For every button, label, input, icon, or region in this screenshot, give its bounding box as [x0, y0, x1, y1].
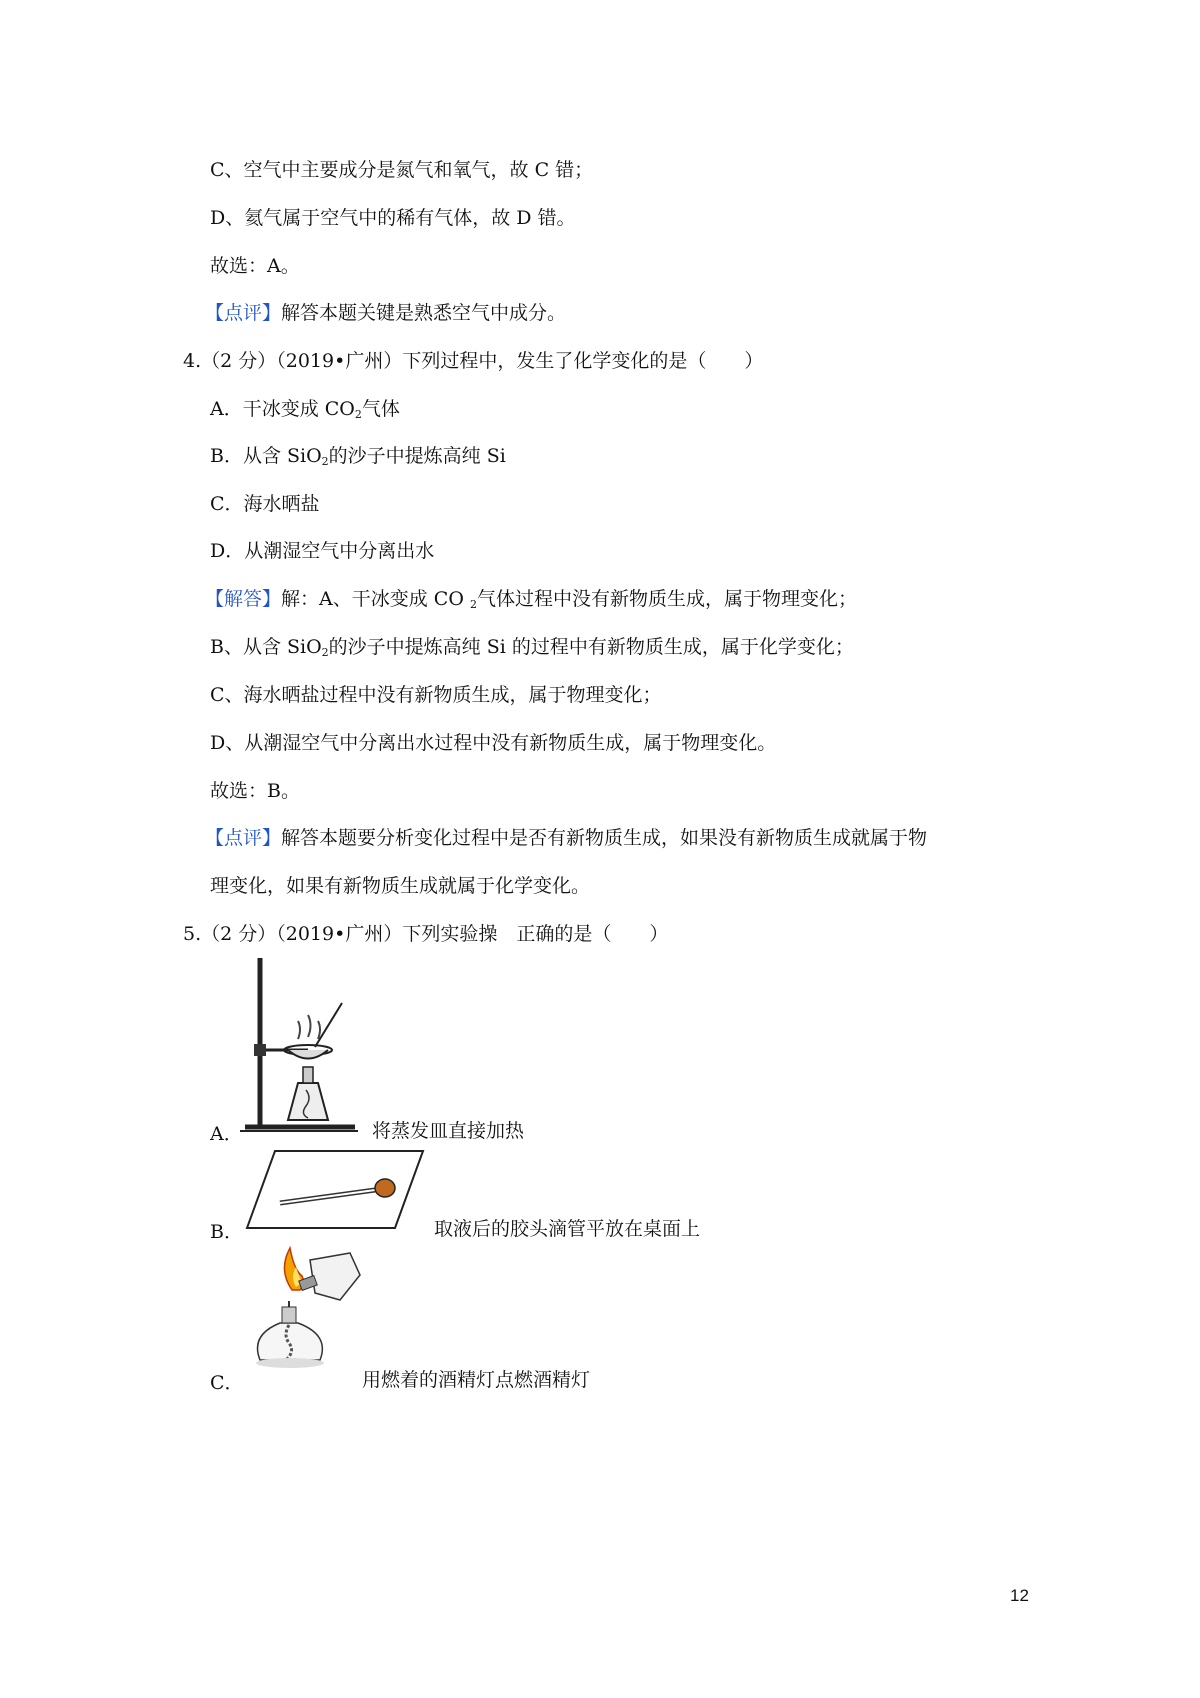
comment-text: 解答本题关键是熟悉空气中成分。: [281, 302, 567, 324]
q4-comment-line2: 理变化，如果有新物质生成就属于化学变化。: [210, 875, 591, 897]
q5-option-b: [210, 1219, 243, 1245]
comment-tag: 【点评】: [205, 302, 282, 324]
q4-option-b-tail: 的沙子中提炼高纯 Si: [328, 445, 506, 467]
q4-answer-a: [205, 586, 857, 618]
q4-choose: 故选：B。: [210, 780, 300, 802]
comment-tag: 【点评】: [205, 827, 282, 849]
q4-option-b: [210, 443, 506, 475]
q4-option-a-sub: 2: [354, 408, 362, 421]
q4-option-c: C．海水晒盐: [210, 493, 320, 515]
prev-answer: 故选：A。: [210, 255, 300, 277]
prev-option-c: C、空气中主要成分是氮气和氧气，故 C 错；: [210, 159, 594, 181]
q4-answer-c: C、海水晒盐过程中没有新物质生成，属于物理变化；: [210, 684, 662, 706]
q4-answer-a-sub: 2: [469, 598, 477, 611]
q5-option-c: [210, 1370, 244, 1396]
q5-option-b-text: 取液后的胶头滴管平放在桌面上: [434, 1218, 701, 1240]
q4-option-a-tail: 气体: [361, 398, 400, 420]
q4-answer-d: D、从潮湿空气中分离出水过程中没有新物质生成，属于物理变化。: [210, 732, 777, 754]
q4-answer-b-text: B、从含 SiO: [210, 636, 322, 658]
dropper-on-table-figure: [245, 1148, 425, 1232]
q4-comment: [205, 825, 927, 851]
q4-answer-b-sub: 2: [321, 646, 329, 659]
answer-tag: 【解答】: [205, 588, 282, 610]
q4-stem: 4.（2 分）（2019•广州）下列过程中，发生了化学变化的是（ ）: [183, 350, 764, 372]
q5-option-b-label: B．: [210, 1221, 243, 1243]
q4-answer-b-tail: 的沙子中提炼高纯 Si 的过程中有新物质生成，属于化学变化；: [328, 636, 854, 658]
q5-stem: 5.（2 分）（2019•广州）下列实验操 正确的是（ ）: [183, 923, 669, 945]
page-number: 12: [1010, 1586, 1029, 1605]
q4-option-a: [210, 396, 400, 428]
q4-option-b-sub: 2: [321, 455, 329, 468]
evaporating-dish-figure: [240, 955, 360, 1135]
q5-option-c-label: C．: [210, 1372, 244, 1394]
q4-option-b-text: B．从含 SiO: [210, 445, 322, 467]
q5-option-c-text: 用燃着的酒精灯点燃酒精灯: [362, 1369, 591, 1391]
q5-option-a-text: 将蒸发皿直接加热: [372, 1120, 525, 1142]
q4-answer-a-tail: 气体过程中没有新物质生成，属于物理变化；: [476, 588, 857, 610]
alcohol-lamp-figure: [240, 1245, 370, 1375]
q4-answer-b: [210, 634, 854, 666]
q4-answer-a-text: 解：A、干冰变成 CO: [281, 588, 470, 610]
q4-comment-line1: 解答本题要分析变化过程中是否有新物质生成，如果没有新物质生成就属于物: [281, 827, 928, 849]
q4-option-a-text: A．干冰变成 CO: [210, 398, 355, 420]
q5-option-a-label: A．: [210, 1123, 243, 1145]
q5-option-a: [210, 1121, 243, 1147]
prev-option-d: D、氦气属于空气中的稀有气体，故 D 错。: [210, 207, 576, 229]
q4-option-d: D．从潮湿空气中分离出水: [210, 540, 435, 562]
prev-comment: [205, 300, 566, 326]
